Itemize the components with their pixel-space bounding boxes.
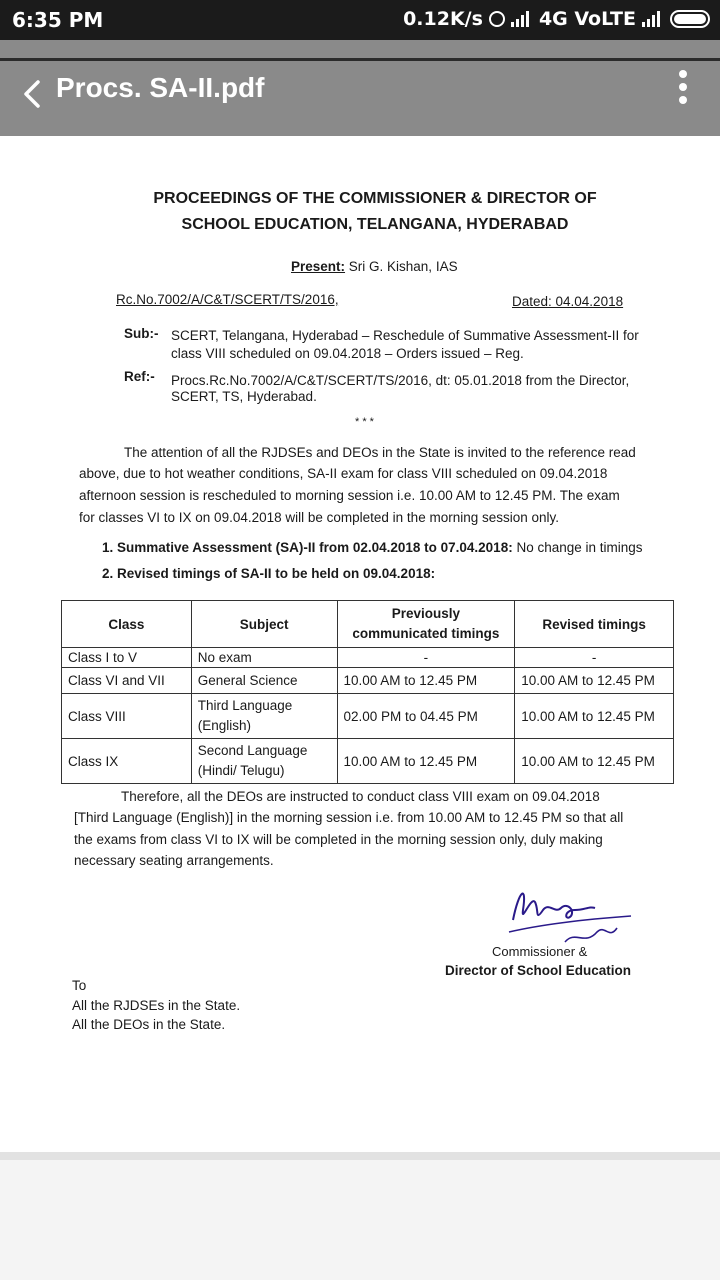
overflow-menu-icon[interactable] (676, 70, 690, 110)
divider (0, 58, 720, 61)
table-cell: 02.00 PM to 04.45 PM (337, 694, 515, 739)
table-cell: 10.00 AM to 12.45 PM (337, 668, 515, 694)
table-cell: 10.00 AM to 12.45 PM (515, 668, 674, 694)
list-item-1-rest: No change in timings (512, 540, 643, 555)
signature-image (505, 880, 635, 950)
ref-label: Ref:- (124, 369, 155, 384)
table-cell: 10.00 AM to 12.45 PM (337, 739, 515, 784)
sub-line-2: class VIII scheduled on 09.04.2018 – Orders issued – Reg. (171, 346, 524, 361)
table-cell: - (337, 648, 515, 668)
table-cell: No exam (191, 648, 337, 668)
para1-line-3: afternoon session is rescheduled to morning session i.e. 10.00 AM to 12.45 PM. The exam (79, 488, 620, 503)
table-header: Previously communicated timings (337, 601, 515, 648)
table-header: Revised timings (515, 601, 674, 648)
ref-line-2: SCERT, TS, Hyderabad. (171, 389, 317, 404)
table-cell: Second Language (Hindi/ Telugu) (191, 739, 337, 784)
para2-line-4: necessary seating arrangements. (74, 853, 274, 868)
back-arrow-icon[interactable] (14, 74, 54, 114)
signal-icon-2 (642, 11, 664, 27)
ref-line-1: Procs.Rc.No.7002/A/C&T/SCERT/TS/2016, dt: 05.01.2018 from the Director, (171, 373, 630, 388)
table-cell: Class VI and VII (62, 668, 192, 694)
heading-line-1: PROCEEDINGS OF THE COMMISSIONER & DIRECTOR OF (153, 190, 597, 207)
list-item-2: 2. Revised timings of SA-II to be held on 09.04.2018: (102, 566, 436, 581)
network-type: 4G VoLTE (538, 8, 636, 30)
para2-line-3: the exams from class VI to IX will be completed in the morning session only, duly making (74, 832, 603, 847)
recipient-line-2: All the DEOs in the State. (72, 1017, 226, 1032)
sub-line-1: SCERT, Telangana, Hyderabad – Reschedule of Summative Assessment-II for (171, 328, 639, 343)
heading-line-2: SCHOOL EDUCATION, TELANGANA, HYDERABAD (181, 216, 569, 233)
table-row (62, 694, 674, 739)
recipient-line-1: All the RJDSEs in the State. (72, 998, 241, 1013)
table-cell: - (515, 648, 674, 668)
para1-line-1: The attention of all the RJDSEs and DEOs in the State is invited to the reference read (124, 445, 636, 460)
status-icons (403, 8, 710, 30)
para2-line-1: Therefore, all the DEOs are instructed to conduct class VIII exam on 09.04.2018 (121, 789, 600, 804)
table-header: Subject (191, 601, 337, 648)
network-speed: 0.12K/s (403, 8, 483, 30)
table-cell: 10.00 AM to 12.45 PM (515, 694, 674, 739)
dated: Dated: 04.04.2018 (512, 294, 624, 309)
present-label: Present: (291, 259, 346, 274)
battery-icon (670, 10, 710, 28)
list-item-1-bold: 1. Summative Assessment (SA)-II from 02.04.2018 to 07.04.2018: (102, 540, 513, 555)
table-row (62, 668, 674, 694)
present-value: Sri G. Kishan, IAS (345, 259, 458, 274)
para1-line-4: for classes VI to IX on 09.04.2018 will be completed in the morning session only. (79, 510, 560, 525)
table-cell: 10.00 AM to 12.45 PM (515, 739, 674, 784)
para1-line-2: above, due to hot weather conditions, SA-II exam for class VIII scheduled on 09.04.2018 (79, 466, 608, 481)
page-separator (0, 1152, 720, 1160)
table-cell: Class IX (62, 739, 192, 784)
rc-number: Rc.No.7002/A/C&T/SCERT/TS/2016, (116, 292, 339, 307)
table-cell: Class VIII (62, 694, 192, 739)
status-bar (0, 0, 720, 40)
table-cell: General Science (191, 668, 337, 694)
document-title: Procs. SA-II.pdf (56, 72, 265, 103)
status-time: 6:35 PM (12, 8, 104, 32)
para2-line-2: [Third Language (English)] in the morning session i.e. from 10.00 AM to 12.45 PM so that all (74, 810, 624, 825)
table-header-row (62, 601, 674, 648)
alarm-icon (489, 11, 505, 27)
timings-table (61, 600, 674, 784)
table-cell: Class I to V (62, 648, 192, 668)
table-row (62, 648, 674, 668)
table-cell: Third Language (English) (191, 694, 337, 739)
separator-stars: * * * (355, 416, 374, 428)
table-row (62, 739, 674, 784)
list-item-1 (102, 540, 643, 555)
signatory-line-1: Commissioner & (492, 944, 588, 959)
to-label: To (72, 978, 87, 993)
app-bar (0, 40, 720, 136)
signatory-line-2: Director of School Education (445, 963, 632, 978)
present-line (291, 259, 458, 274)
sub-label: Sub:- (124, 326, 159, 341)
table-header: Class (62, 601, 192, 648)
signal-icon (511, 11, 533, 27)
